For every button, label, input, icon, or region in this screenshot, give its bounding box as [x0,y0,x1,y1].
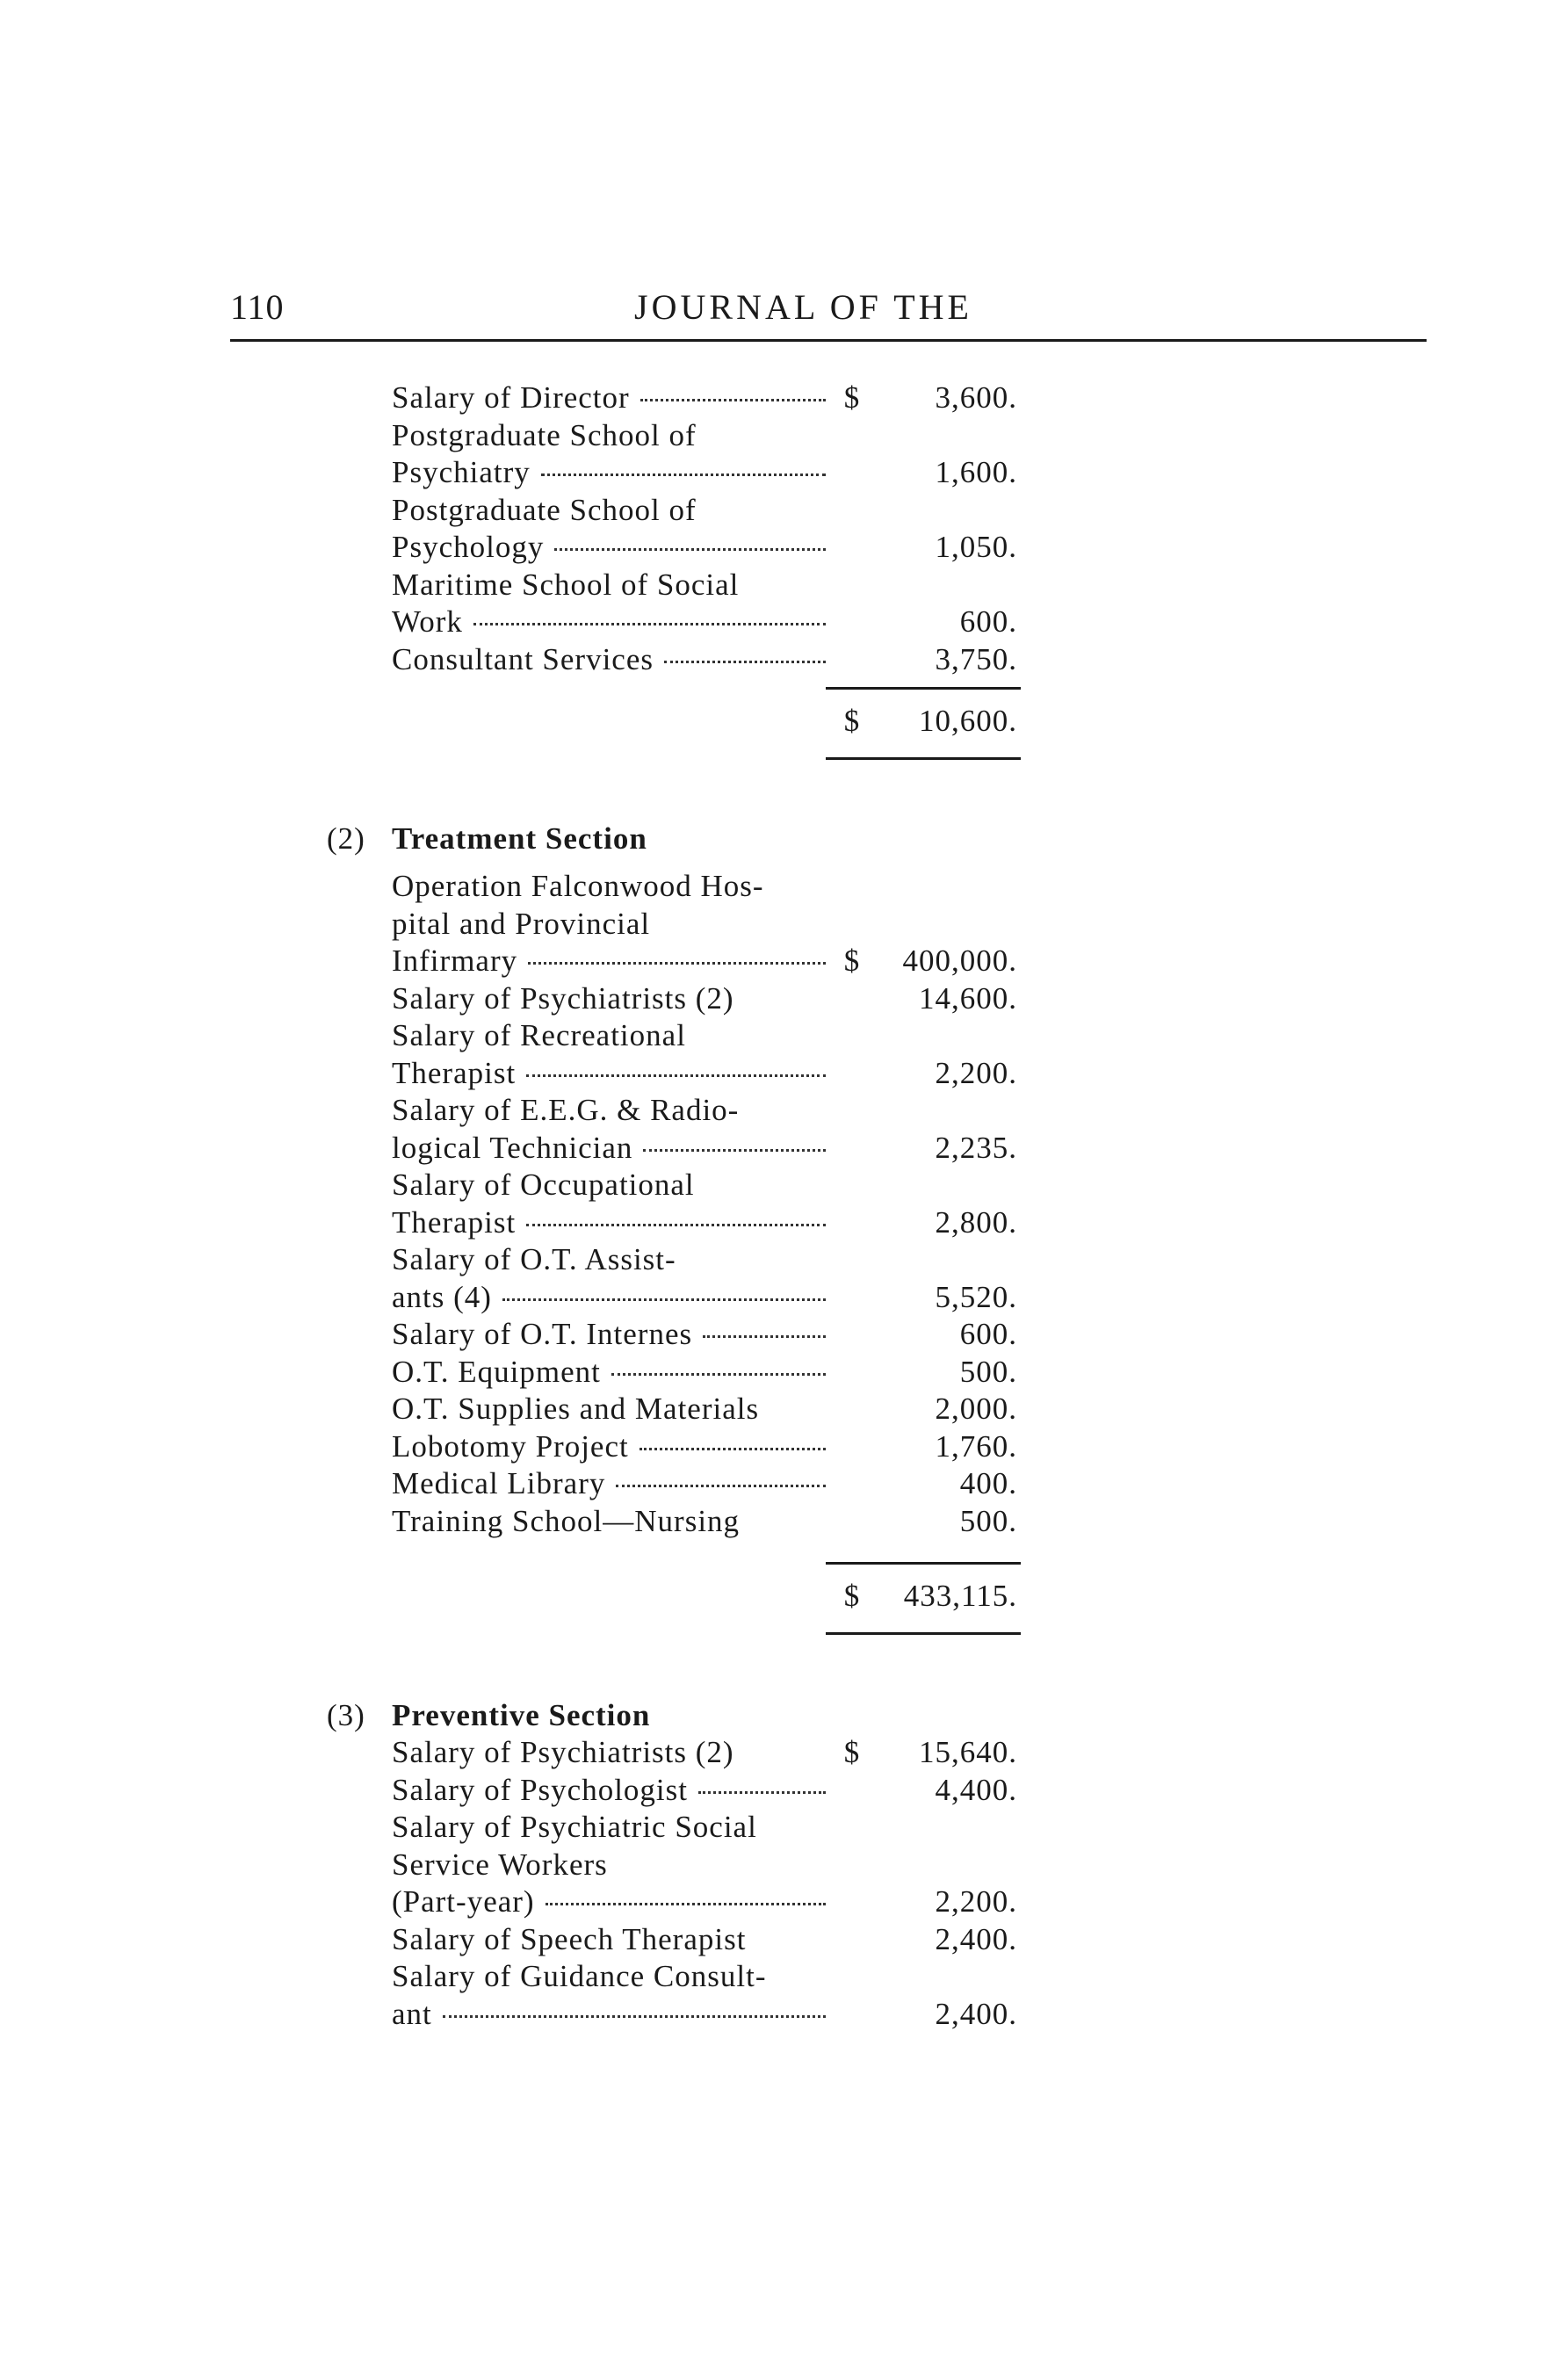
budget-line [0,1883,1568,1920]
budget-line-label [392,417,826,454]
budget-line [0,1503,1568,1540]
page-number: 110 [230,287,285,327]
dollar-sign: $ [843,943,861,978]
budget-line-text: logical Technician [392,1130,633,1165]
header-rule [230,339,1427,342]
budget-line-label [392,1017,826,1054]
budget-line-amount: 4,400. [935,1772,1017,1807]
budget-line [0,1809,1568,1846]
budget-line-label [392,1996,826,2033]
budget-line-amount: 1,050. [935,530,1017,564]
budget-line-text: Medical Library [392,1466,606,1500]
budget-line [0,380,1568,416]
budget-line-label [392,1883,826,1920]
budget-line-label [392,1465,826,1502]
section2-total [0,1578,1568,1615]
budget-line-label [392,868,826,905]
budget-line-label [392,1391,826,1428]
budget-line-text: Service Workers [392,1847,608,1882]
section1-total [0,703,1568,740]
budget-line [0,1279,1568,1316]
budget-line-text: Salary of Occupational [392,1168,695,1202]
dot-leader [443,2015,826,2018]
section3-number: (3) [327,1698,365,1732]
budget-line-label [392,1204,826,1241]
budget-line-text: Postgraduate School of [392,492,697,527]
budget-line-text: Salary of O.T. Assist- [392,1242,676,1276]
budget-line-label [392,454,826,491]
budget-line-label [392,1503,826,1540]
budget-line [0,980,1568,1017]
budget-line-text: Salary of Recreational [392,1018,686,1052]
budget-line [0,1316,1568,1353]
budget-line-label [392,529,826,566]
budget-line [0,1958,1568,1995]
budget-line-text: Salary of Psychologist [392,1772,688,1807]
section2-heading [0,821,1568,857]
dot-leader [541,474,826,476]
budget-line-text: pital and Provincial [392,906,651,941]
budget-line-amount: 2,235. [935,1130,1017,1165]
budget-line-amount: 2,000. [935,1392,1017,1426]
budget-line [0,1354,1568,1391]
budget-line-label [392,1279,826,1316]
budget-line-label [392,1734,826,1771]
budget-line-text: Training School—Nursing [392,1503,741,1538]
subtotal-rule-top [826,687,1021,690]
budget-line [0,1167,1568,1204]
budget-line-amount: 500. [959,1354,1017,1389]
dot-leader [639,1448,826,1450]
budget-line [0,454,1568,491]
budget-line-label [392,1316,826,1353]
budget-line-label [392,1092,826,1129]
dot-leader [664,661,826,663]
budget-line-label [392,1241,826,1278]
budget-line-amount: 1,760. [935,1428,1017,1464]
dollar-sign: $ [843,380,861,415]
budget-line-text: Salary of Guidance Consult- [392,1959,767,1993]
budget-line-amount: 400,000. [902,943,1017,978]
budget-line [0,1734,1568,1771]
dot-leader [616,1485,826,1487]
total-dollar-sign: $ [843,704,861,738]
budget-line-text: Salary of Director [392,380,630,415]
budget-line-text: Salary of Psychiatrists (2) [392,1735,734,1769]
budget-line-text: Consultant Services [392,641,654,676]
budget-line-amount: 3,600. [935,380,1017,415]
budget-line-text: Salary of E.E.G. & Radio- [392,1093,740,1127]
section3-title: Preventive Section [392,1698,651,1732]
dot-leader [611,1373,826,1376]
budget-line-text: ant [392,1996,432,2031]
budget-line-text: Work [392,604,463,639]
dot-leader [526,1224,826,1226]
section2-number: (2) [327,821,365,856]
budget-line-label [392,1772,826,1809]
budget-line [0,1996,1568,2033]
budget-line-text: Salary of O.T. Internes [392,1317,693,1351]
budget-line [0,1092,1568,1129]
subtotal-rule-bottom [826,757,1021,760]
budget-line-amount: 2,400. [935,1996,1017,2031]
budget-line [0,529,1568,566]
budget-line-label [392,1921,826,1958]
budget-line-amount: 400. [959,1466,1017,1500]
budget-line [0,943,1568,980]
budget-line-label [392,567,826,604]
budget-line-text: Salary of Psychiatrists (2) [392,980,734,1016]
dot-leader [643,1149,826,1152]
budget-line-text: Postgraduate School of [392,417,697,452]
dot-leader [526,1074,826,1077]
budget-line-label [392,1055,826,1092]
dot-leader [528,962,826,965]
budget-line [0,1465,1568,1502]
budget-line-text: ants (4) [392,1279,492,1314]
budget-line [0,868,1568,905]
budget-line-text: Maritime School of Social [392,567,740,602]
budget-line [0,1130,1568,1167]
total-dollar-sign: $ [843,1579,861,1613]
budget-line-label [392,641,826,678]
budget-line [0,641,1568,678]
budget-line-text: (Part-year) [392,1884,535,1919]
budget-line-label [392,1130,826,1167]
budget-line-label [392,980,826,1017]
budget-line-text: Lobotomy Project [392,1428,629,1464]
budget-line [0,567,1568,604]
dot-leader [502,1298,826,1301]
section2-total-amount: 433,115. [903,1579,1017,1613]
budget-line-amount: 15,640. [919,1735,1017,1769]
section1-total-amount: 10,600. [919,704,1017,738]
dot-leader [703,1335,826,1338]
budget-line-label [392,1847,826,1883]
budget-line-label [392,1354,826,1391]
budget-line [0,1055,1568,1092]
subtotal-rule-top [826,1562,1021,1565]
budget-line-amount: 5,520. [935,1279,1017,1314]
budget-line-label [392,1809,826,1846]
budget-line-label [392,380,826,416]
budget-line-text: O.T. Equipment [392,1354,601,1389]
subtotal-rule-bottom [826,1632,1021,1635]
budget-line-text: Therapist [392,1055,517,1090]
budget-line-amount: 14,600. [919,980,1017,1016]
budget-line-label [392,604,826,640]
section3-heading [0,1697,1568,1734]
budget-line-amount: 2,800. [935,1204,1017,1240]
budget-line [0,1772,1568,1809]
dot-leader [554,548,826,551]
budget-line [0,604,1568,640]
budget-line [0,1428,1568,1465]
dot-leader [473,623,826,625]
dot-leader [546,1903,826,1905]
budget-line [0,1847,1568,1883]
budget-line-amount: 2,400. [935,1921,1017,1956]
budget-line-label [392,492,826,529]
budget-line-label [392,943,826,980]
budget-line-text: Salary of Psychiatric Social [392,1810,757,1844]
budget-line [0,1391,1568,1428]
budget-line-amount: 2,200. [935,1055,1017,1090]
budget-line-text: Psychology [392,530,545,564]
budget-line-text: Psychiatry [392,455,531,489]
budget-line-amount: 500. [959,1503,1017,1538]
dot-leader [640,399,826,401]
budget-line [0,492,1568,529]
budget-line-amount: 600. [959,604,1017,639]
budget-line-text: Therapist [392,1204,517,1240]
budget-line-amount: 3,750. [935,641,1017,676]
dollar-sign: $ [843,1735,861,1769]
budget-line-amount: 600. [959,1317,1017,1351]
budget-line-amount: 2,200. [935,1884,1017,1919]
dot-leader [698,1791,826,1794]
budget-line [0,417,1568,454]
budget-line-label [392,1958,826,1995]
budget-line [0,1241,1568,1278]
budget-line [0,1921,1568,1958]
budget-line-label [392,1167,826,1204]
budget-line-amount: 1,600. [935,455,1017,489]
budget-line-label [392,906,826,943]
budget-line-text: Infirmary [392,943,518,978]
budget-line-text: Operation Falconwood Hos- [392,869,764,903]
budget-line [0,1204,1568,1241]
running-title: JOURNAL OF THE [634,287,972,327]
budget-line-text: Salary of Speech Therapist [392,1921,747,1956]
budget-line [0,906,1568,943]
budget-line-text: O.T. Supplies and Materials [392,1392,760,1426]
budget-line [0,1017,1568,1054]
budget-line-label [392,1428,826,1465]
section2-title: Treatment Section [392,821,647,856]
